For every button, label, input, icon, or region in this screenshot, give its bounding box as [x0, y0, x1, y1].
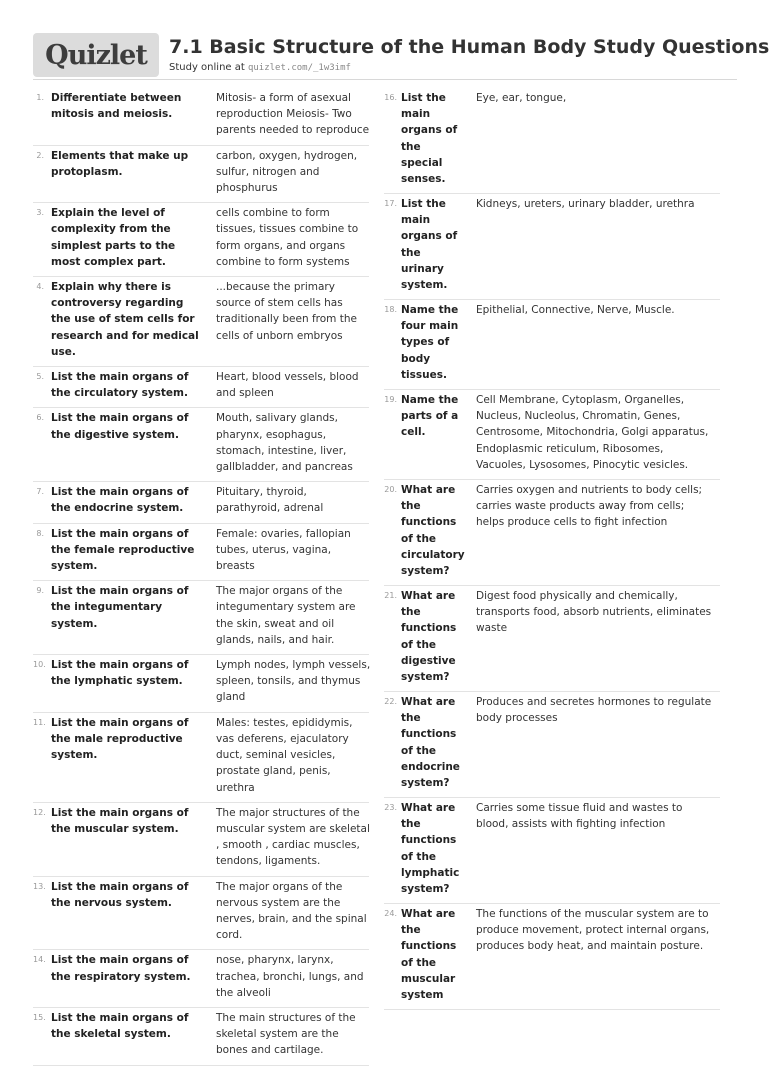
study-online-line	[169, 62, 351, 73]
question-term: What are the functions of the circulatory system?	[401, 484, 465, 578]
page-header	[33, 33, 770, 80]
question-number: 23.	[384, 803, 397, 813]
question-item	[384, 904, 720, 1010]
question-item	[384, 194, 720, 300]
question-definition: Lymph nodes, lymph vessels, spleen, tonsils, and thymus gland	[216, 659, 371, 704]
question-item	[33, 655, 369, 713]
question-definition: nose, pharynx, larynx, trachea, bronchi, lungs, and the alveoli	[216, 954, 364, 999]
question-number: 9.	[36, 586, 44, 596]
question-number: 8.	[36, 528, 44, 538]
question-number: 5.	[36, 372, 44, 382]
question-definition: Produces and secretes hormones to regulate body processes	[476, 696, 712, 725]
question-term: List the main organs of the skeletal system.	[51, 1011, 189, 1041]
right-question-column	[384, 88, 720, 1010]
question-number: 6.	[36, 413, 44, 423]
question-number: 21.	[384, 591, 397, 601]
question-number: 7.	[36, 487, 44, 497]
question-term: List the main organs of the circulatory system.	[51, 371, 189, 400]
question-definition: Eye, ear, tongue,	[476, 92, 567, 104]
question-item	[384, 798, 720, 904]
question-term: List the main organs of the male reproductive system.	[51, 716, 189, 762]
question-term: What are the functions of the digestive system?	[401, 590, 457, 684]
question-number: 11.	[33, 717, 46, 727]
question-item	[33, 713, 369, 803]
question-item	[384, 88, 720, 194]
question-term: List the main organs of the integumentary system.	[51, 585, 189, 630]
question-term: What are the functions of the endocrine system?	[401, 696, 460, 790]
question-term: List the main organs of the respiratory system.	[51, 954, 191, 983]
question-item	[33, 367, 369, 408]
question-item	[33, 277, 369, 367]
question-definition: The major organs of the nervous system are the nerves, brain, and the spinal cord.	[216, 880, 367, 942]
question-definition: The functions of the muscular system are to produce movement, protect internal organs, produces body heat, and maintain posture.	[476, 908, 710, 953]
question-item	[33, 88, 369, 146]
question-item	[384, 586, 720, 692]
question-definition: Female: ovaries, fallopian tubes, uterus, vagina, breasts	[216, 527, 351, 573]
question-number: 12.	[33, 807, 46, 817]
question-definition: carbon, oxygen, hydrogen, sulfur, nitrogen and phosphurus	[216, 149, 358, 195]
question-number: 17.	[384, 199, 397, 208]
question-number: 2.	[36, 150, 44, 160]
question-item	[384, 300, 720, 390]
question-term: List the main organs of the muscular system.	[51, 806, 189, 835]
question-number: 19.	[384, 395, 397, 404]
question-item	[33, 877, 369, 951]
question-number: 16.	[384, 93, 397, 102]
question-definition: Cell Membrane, Cytoplasm, Organelles, Nucleus, Nucleolus, Chromatin, Genes, Centrosome, Mitochondria, Golgi apparatus, Endoplasmic reticulum, Ribosomes, Vacuoles, Lysosomes, Pinocytic vesicles.	[476, 394, 709, 471]
question-item	[33, 950, 369, 1008]
question-term: List the main organs of the endocrine system.	[51, 486, 189, 515]
question-definition: cells combine to form tissues, tissues combine to form organs, and organs combine to form systems	[216, 207, 359, 268]
question-term: List the main organs of the nervous system.	[51, 880, 189, 909]
question-term: Differentiate between mitosis and meiosis.	[51, 92, 182, 121]
question-definition: The main structures of the skeletal system are the bones and cartilage.	[216, 1011, 356, 1057]
question-number: 10.	[33, 660, 46, 670]
question-number: 1.	[36, 93, 44, 102]
study-online-label: Study online at	[169, 62, 245, 73]
quizlet-logo	[33, 33, 159, 77]
question-number: 24.	[384, 909, 397, 919]
logo-text: Quizlet	[45, 39, 147, 71]
question-term: Name the four main types of body tissues.	[401, 304, 459, 381]
question-term: Name the parts of a cell.	[401, 394, 459, 439]
question-item	[33, 581, 369, 655]
study-url-link[interactable]: quizlet.com/_1w3imf	[247, 63, 351, 73]
question-item	[33, 482, 369, 523]
question-item	[33, 803, 369, 877]
question-number: 18.	[384, 305, 397, 314]
question-definition: Kidneys, ureters, urinary bladder, urethra	[476, 198, 695, 210]
question-term: List the main organs of the urinary system.	[401, 198, 458, 292]
question-definition: Digest food physically and chemically, transports food, absorb nutrients, eliminates waste	[476, 590, 712, 635]
left-question-column	[33, 88, 369, 1066]
question-number: 14.	[33, 955, 46, 965]
question-number: 4.	[36, 282, 44, 292]
question-term: List the main organs of the special senses.	[401, 92, 458, 186]
question-definition: Carries some tissue fluid and wastes to blood, assists with fighting infection	[476, 802, 683, 831]
question-term: Explain why there is controversy regarding the use of stem cells for research and for medical use.	[51, 281, 199, 358]
question-definition: Mitosis- a form of asexual reproduction Meiosis- Two parents needed to reproduce	[216, 92, 370, 137]
question-definition: Males: testes, epididymis, vas deferens, ejaculatory duct, seminal vesicles, prostate gland, penis, urethra	[216, 716, 353, 794]
question-item	[33, 524, 369, 582]
question-definition: Heart, blood vessels, blood and spleen	[216, 371, 359, 400]
question-term: List the main organs of the lymphatic system.	[51, 659, 189, 688]
page-title: 7.1 Basic Structure of the Human Body Study Questions	[169, 36, 770, 58]
question-term: List the main organs of the female reproductive system.	[51, 527, 195, 573]
question-definition: Carries oxygen and nutrients to body cells; carries waste products away from cells; helps produce cells to fight infection	[476, 484, 703, 529]
question-number: 13.	[33, 881, 46, 891]
question-number: 15.	[33, 1012, 46, 1022]
question-item	[384, 390, 720, 480]
question-number: 20.	[384, 485, 397, 495]
question-item	[33, 1008, 369, 1066]
question-definition: Pituitary, thyroid, parathyroid, adrenal	[216, 486, 324, 515]
question-item	[384, 692, 720, 798]
question-term: Elements that make up protoplasm.	[51, 149, 189, 178]
question-item	[33, 203, 369, 277]
question-term: What are the functions of the lymphatic system?	[401, 802, 460, 896]
question-number: 3.	[36, 208, 44, 218]
question-definition: The major structures of the muscular system are skeletal , smooth , cardiac muscles, tendons, ligaments.	[216, 806, 370, 868]
question-term: List the main organs of the digestive system.	[51, 412, 189, 441]
question-definition: The major organs of the integumentary system are the skin, sweat and oil glands, nails, and hair.	[216, 585, 356, 646]
question-item	[33, 146, 369, 204]
question-definition: Epithelial, Connective, Nerve, Muscle.	[476, 304, 675, 316]
question-item	[33, 408, 369, 482]
question-term: Explain the level of complexity from the simplest parts to the most complex part.	[51, 207, 176, 268]
question-definition: Mouth, salivary glands, pharynx, esophagus, stomach, intestine, liver, gallbladder, and pancreas	[216, 412, 353, 474]
question-term: What are the functions of the muscular system	[401, 908, 457, 1002]
question-number: 22.	[384, 697, 397, 707]
question-item	[384, 480, 720, 586]
question-definition: ...because the primary source of stem cells has traditionally been from the cells of unborn embryos	[216, 281, 357, 342]
